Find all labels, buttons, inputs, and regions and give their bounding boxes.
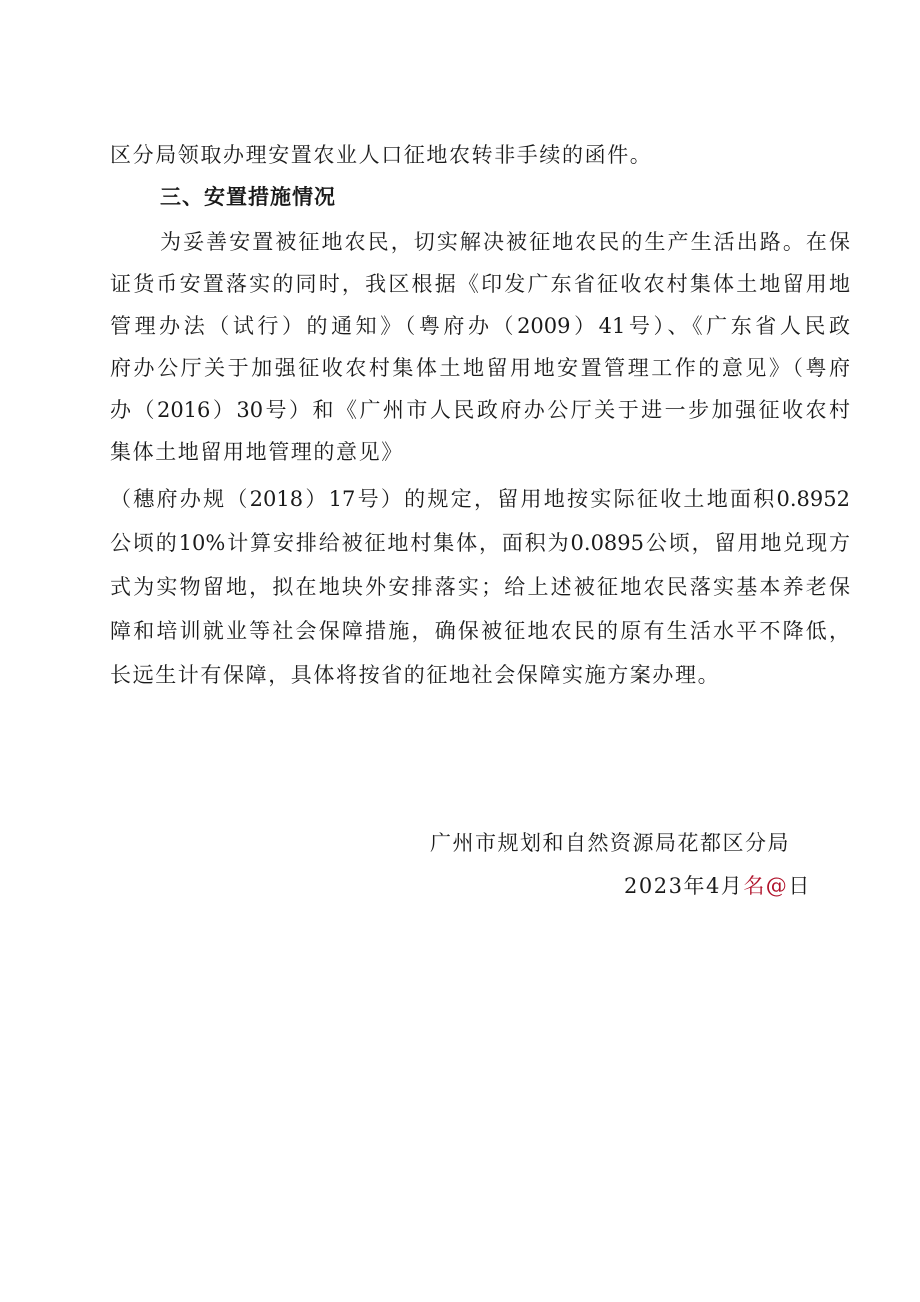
paragraph-line: 集体土地留用地管理的意见》 <box>110 440 404 464</box>
date-prefix: 2023年4月 <box>624 874 744 898</box>
paragraph-line: 式为实物留地，拟在地块外安排落实；给上述被征地农民落实基本养老保 <box>110 575 850 599</box>
paragraph-line: 区分局领取办理安置农业人口征地农转非手续的函件。 <box>110 143 653 167</box>
paragraph-line: 管理办法（试行）的通知》（粤府办（2009）41号）、《广东省人民政 <box>110 314 850 338</box>
date-stamp-overlap: 名@ <box>743 874 789 898</box>
paragraph-line: 府办公厅关于加强征收农村集体土地留用地安置管理工作的意见》（粤府 <box>110 356 850 380</box>
paragraph-line: 公顷的10%计算安排给被征地村集体，面积为0.0895公顷，留用地兑现方 <box>110 531 850 555</box>
paragraph-line: 办（2016）30号）和《广州市人民政府办公厅关于进一步加强征收农村 <box>110 398 850 422</box>
paragraph-line: 长远生计有保障，具体将按省的征地社会保障实施方案办理。 <box>110 663 721 687</box>
section-heading: 三、安置措施情况 <box>160 185 336 209</box>
date-suffix: 日 <box>788 874 811 898</box>
paragraph-line: （穗府办规（2018）17号）的规定，留用地按实际征收土地面积0.8952 <box>110 487 850 511</box>
signature-organization: 广州市规划和自然资源局花都区分局 <box>430 831 790 855</box>
paragraph-line: 障和培训就业等社会保障措施，确保被征地农民的原有生活水平不降低， <box>110 619 850 643</box>
paragraph-line: 为妥善安置被征地农民，切实解决被征地农民的生产生活出路。在保 <box>160 230 850 254</box>
signature-date <box>624 870 811 902</box>
paragraph-line: 证货币安置落实的同时，我区根据《印发广东省征收农村集体土地留用地 <box>110 272 850 296</box>
